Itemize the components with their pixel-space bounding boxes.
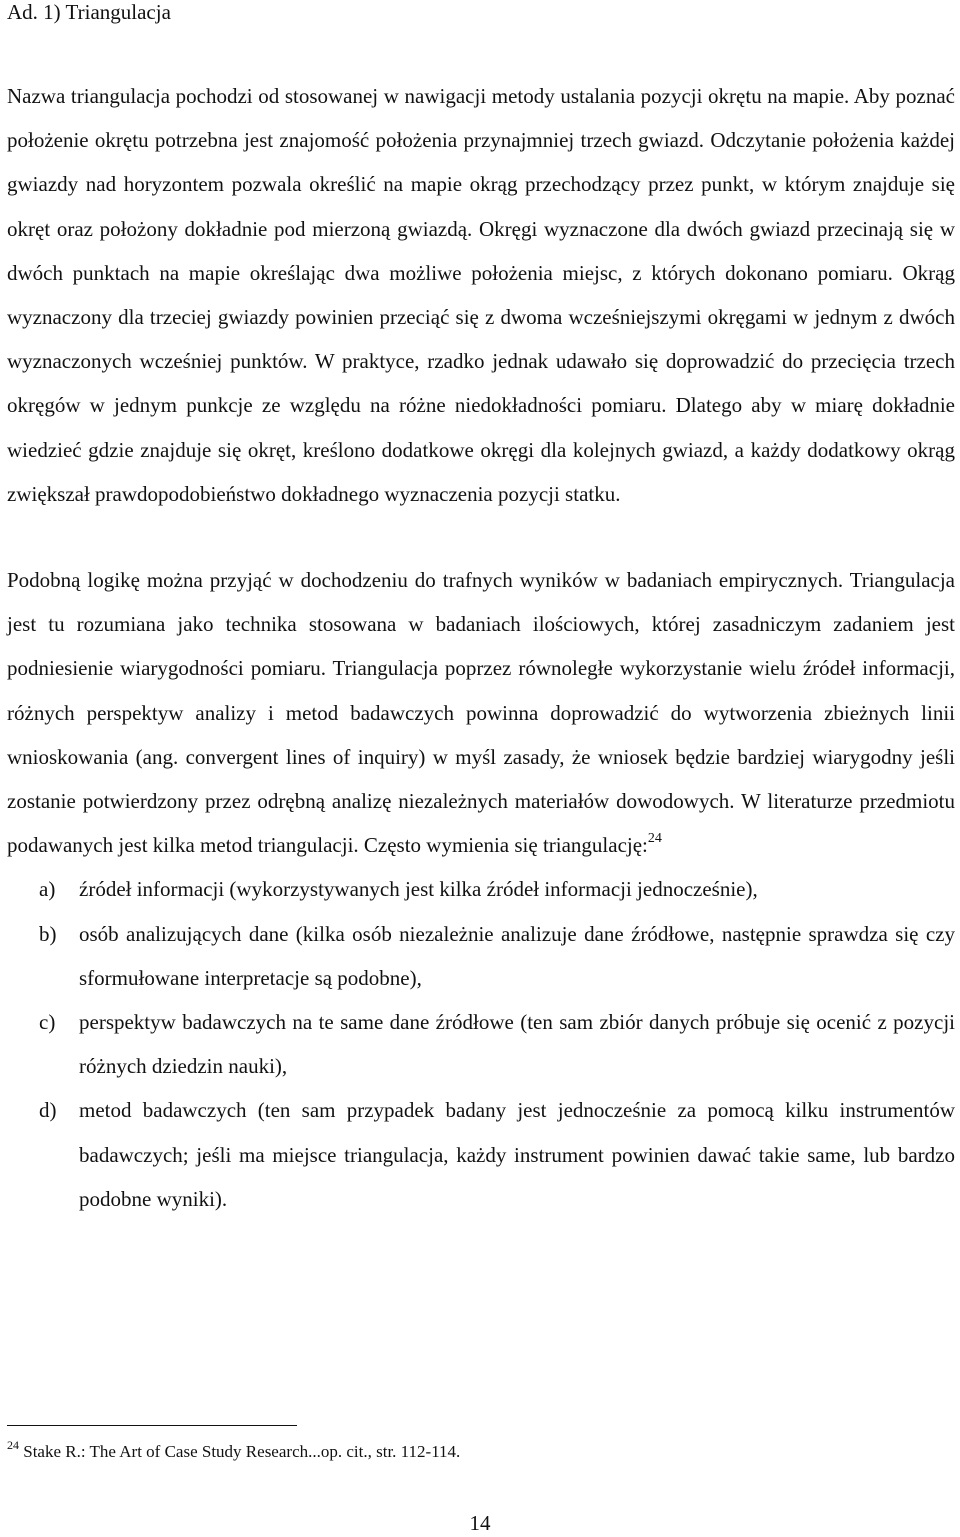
footnote	[7, 1438, 461, 1462]
list-item	[7, 1088, 955, 1221]
footnote-text: Stake R.: The Art of Case Study Research...op. cit., str. 112-114.	[23, 1442, 461, 1461]
list-item	[7, 867, 955, 911]
section-heading: Ad. 1) Triangulacja	[7, 0, 171, 24]
list-item-text: źródeł informacji (wykorzystywanych jest kilka źródeł informacji jednocześnie),	[79, 877, 758, 902]
paragraph-text: Podobną logikę można przyjąć w dochodzeniu do trafnych wyników w badaniach empirycznych. Triangulacja jest tu rozumiana jako technika stosowana w badaniach ilościowych, której zasadniczym zadaniem jest podniesienie wiarygodności pomiaru. Triangulacja poprzez równoległe wykorzystanie wielu źródeł informacji, różnych perspektyw analizy i metod badawczych powinna doprowadzić do wytworzenia zbieżnych linii wnioskowania (ang. convergent lines of inquiry) w myśl zasady, że wniosek będzie bardziej wiarygodny jeśli zostanie potwierdzony przez odrębną analizę niezależnych materiałów dowodowych. W literaturze przedmiotu podawanych jest kilka metod triangulacji. Często wymienia się triangulację:	[7, 568, 955, 858]
list-marker: a)	[39, 877, 56, 902]
list-item-text: metod badawczych (ten sam przypadek badany jest jednocześnie za pomocą kilku instrumentów badawczych; jeśli ma miejsce triangulacja, każdy instrument powinien dawać takie same, lub bardzo podobne wyniki).	[79, 1098, 955, 1211]
paragraph-triangulation-research	[7, 558, 955, 867]
document-page	[7, 0, 955, 1221]
footnote-reference: 24	[647, 831, 662, 847]
list-item-text: osób analizujących dane (kilka osób niezależnie analizuje dane źródłowe, następnie sprawdza się czy sformułowane interpretacje są podobne),	[79, 921, 955, 990]
footnote-number: 24	[7, 1438, 19, 1452]
list-item	[7, 912, 955, 1000]
list-item	[7, 1000, 955, 1088]
list-marker: d)	[39, 1098, 57, 1123]
footnote-divider	[7, 1425, 297, 1426]
paragraph-triangulation-origin: Nazwa triangulacja pochodzi od stosowanej w nawigacji metody ustalania pozycji okrętu na mapie. Aby poznać położenie okrętu potrzebna jest znajomość położenia przynajmniej trzech gwiazd. Odczytanie położenia każdej gwiazdy nad horyzontem pozwala określić na mapie okrąg przechodzący przez punkt, w którym znajduje się okręt oraz położony dokładnie pod mierzoną gwiazdą. Okręgi wyznaczone dla dwóch gwiazd przecinają się w dwóch punktach na mapie określając dwa możliwe położenia miejsc, z których dokonano pomiaru. Okrąg wyznaczony dla trzeciej gwiazdy powinien przeciąć się z dwoma wcześniejszymi okręgami w jednym z dwóch wyznaczonych wcześniej punktów. W praktyce, rzadko jednak udawało się doprowadzić do przecięcia trzech okręgów w jednym punkcje ze względu na różne niedokładności pomiaru. Dlatego aby w miarę dokładnie wiedzieć gdzie znajduje się okręt, kreślono dodatkowe okręgi dla kolejnych gwiazd, a każdy dodatkowy okrąg zwiększał prawdopodobieństwo dokładnego wyznaczenia pozycji statku.	[7, 84, 955, 506]
list-marker: c)	[39, 1010, 56, 1035]
page-number: 14	[469, 1511, 491, 1535]
list-marker: b)	[39, 921, 57, 946]
list-item-text: perspektyw badawczych na te same dane źródłowe (ten sam zbiór danych próbuje się ocenić z pozycji różnych dziedzin nauki),	[79, 1010, 955, 1079]
triangulation-types-list	[7, 867, 955, 1221]
